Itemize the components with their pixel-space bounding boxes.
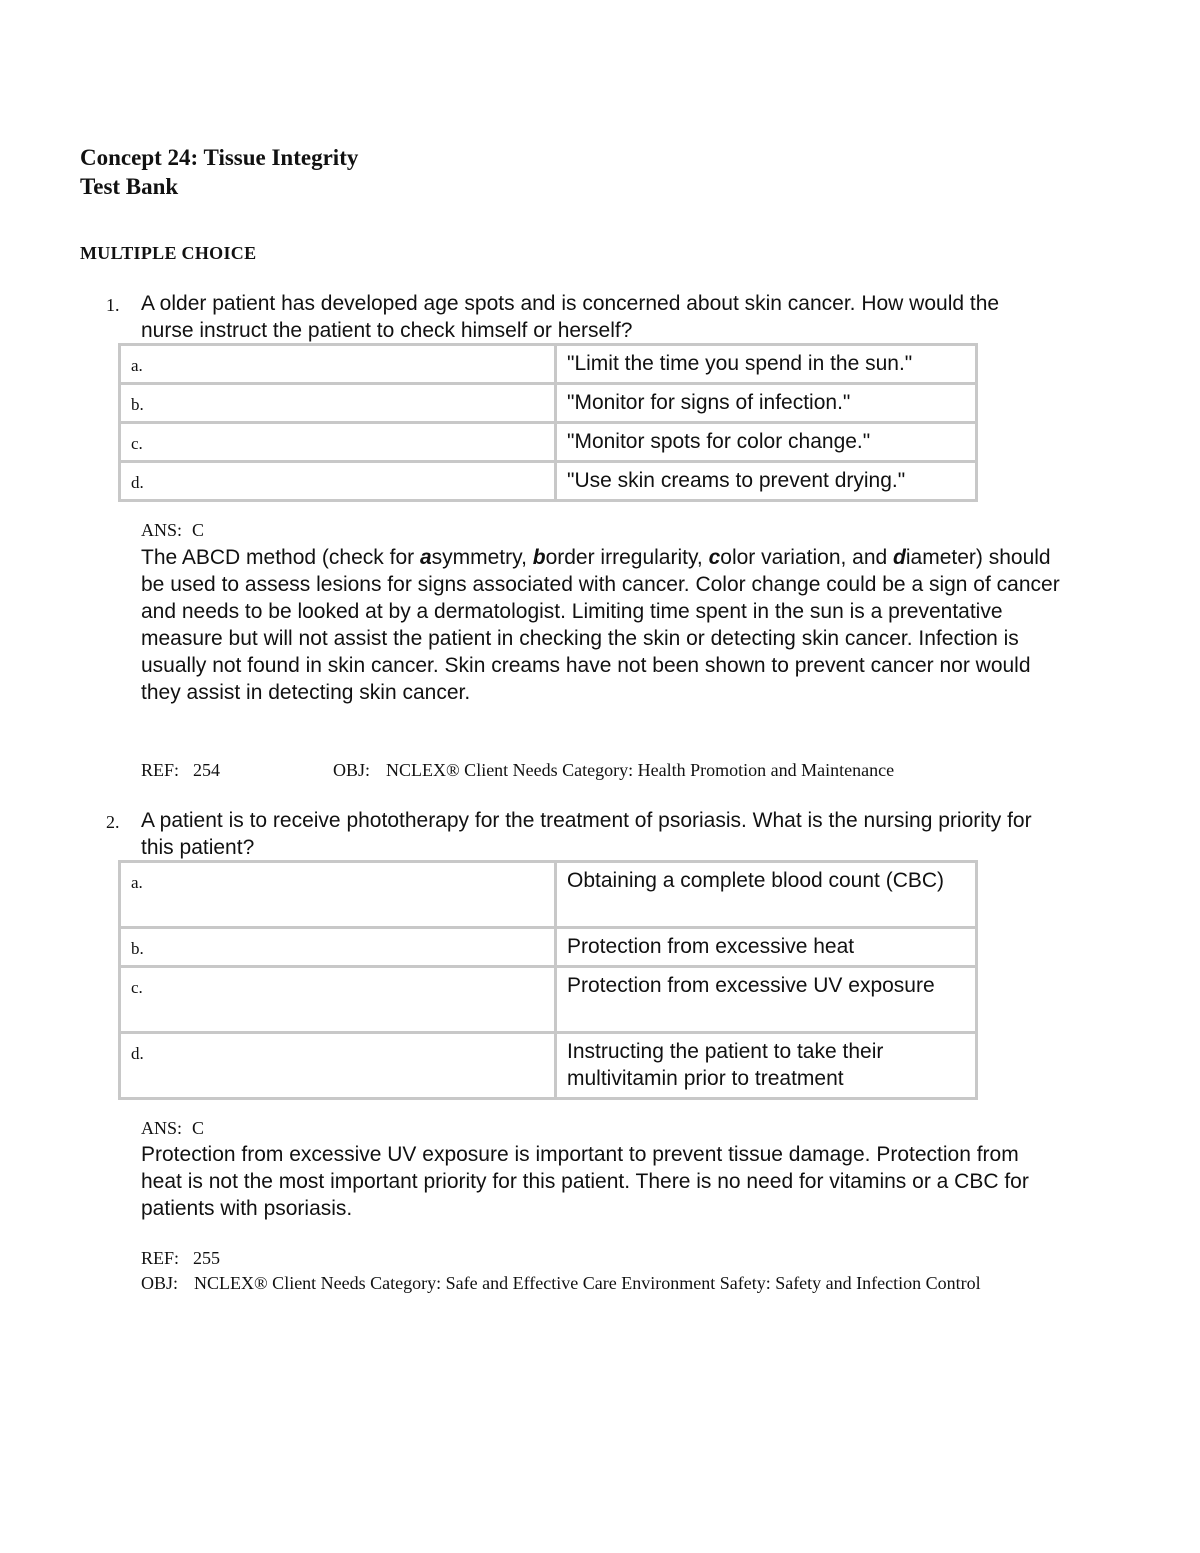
rationale-text: order irregularity, [545, 546, 709, 569]
rationale-text: symmetry, [431, 546, 533, 569]
choice-text: "Use skin creams to prevent drying." [556, 462, 977, 501]
choice-row [120, 862, 977, 928]
rationale-emphasis: a [419, 546, 432, 569]
rationale-text: iameter) should be used to assess lesions for signs associated with cancer. Color change could be a sign of cancer and needs to be looked at by a dermatologist. Limiting time spent in the sun is a preventative measure but will not assist the patient in checking the skin or detecting skin cancer. Infection is usually not found in skin cancer. Skin creams have not been shown to prevent cancer nor would they assist in detecting skin cancer. [141, 546, 1060, 704]
choice-letter: d. [120, 462, 556, 501]
rationale-emphasis: b [532, 546, 546, 569]
choice-letter: d. [120, 1033, 556, 1099]
title-line-2: Test Bank [80, 174, 179, 199]
answer-label: ANS: [141, 520, 183, 540]
answer-label: ANS: [141, 1118, 183, 1138]
choice-letter: b. [120, 384, 556, 423]
obj-value: NCLEX® Client Needs Category: Health Promotion and Maintenance [386, 760, 895, 780]
reference-line [141, 1248, 220, 1269]
obj-label: OBJ: [333, 760, 371, 780]
objective-line [141, 1270, 1021, 1296]
choice-row [120, 345, 977, 384]
answer-line [141, 1118, 204, 1139]
obj-label: OBJ: [141, 1273, 179, 1293]
rationale-text: The ABCD method (check for [141, 546, 420, 569]
choice-text: Protection from excessive heat [556, 928, 977, 967]
choice-text: Instructing the patient to take their multivitamin prior to treatment [556, 1033, 977, 1099]
choice-letter: c. [120, 967, 556, 1033]
choice-letter: c. [120, 423, 556, 462]
choice-row [120, 1033, 977, 1099]
reference-line [141, 760, 220, 781]
choice-letter: a. [120, 345, 556, 384]
rationale: Protection from excessive UV exposure is important to prevent tissue damage. Protection from heat is not the most important priority for this patient. There is no need for vitamins or a CBC for patients with psoriasis. [141, 1143, 1029, 1220]
answer-line [141, 520, 204, 541]
choice-text: Obtaining a complete blood count (CBC) [556, 862, 977, 928]
choices-table [118, 343, 978, 502]
choice-text: "Monitor spots for color change." [556, 423, 977, 462]
question-text: A older patient has developed age spots and is concerned about skin cancer. How would the nurse instruct the patient to check himself or herself? [141, 292, 1000, 342]
choice-row [120, 462, 977, 501]
obj-value: NCLEX® Client Needs Category: Safe and Effective Care Environment Safety: Safety and Infection Control [194, 1273, 981, 1293]
choice-row [120, 423, 977, 462]
choice-text: "Monitor for signs of infection." [556, 384, 977, 423]
ref-value: 254 [193, 760, 221, 780]
question-text: A patient is to receive phototherapy for the treatment of psoriasis. What is the nursing priority for this patient? [141, 809, 1032, 859]
choice-row [120, 928, 977, 967]
document-title [80, 143, 358, 201]
ref-value: 255 [193, 1248, 221, 1268]
choice-letter: b. [120, 928, 556, 967]
question-number: 1. [106, 295, 120, 315]
rationale-emphasis: d [893, 546, 906, 569]
choice-letter: a. [120, 862, 556, 928]
answer-value: C [192, 520, 205, 540]
choice-row [120, 384, 977, 423]
section-heading: MULTIPLE CHOICE [80, 243, 257, 263]
rationale [141, 544, 1061, 706]
rationale-text: olor variation, and [720, 546, 894, 569]
choice-row [120, 967, 977, 1033]
ref-label: REF: [141, 1248, 180, 1268]
title-line-1: Concept 24: Tissue Integrity [80, 145, 359, 170]
choice-text: "Limit the time you spend in the sun." [556, 345, 977, 384]
objective-line [333, 760, 894, 781]
ref-label: REF: [141, 760, 180, 780]
rationale-emphasis: c [708, 546, 721, 569]
question-number: 2. [106, 812, 120, 832]
choice-text: Protection from excessive UV exposure [556, 967, 977, 1033]
choices-table [118, 860, 978, 1100]
answer-value: C [192, 1118, 205, 1138]
